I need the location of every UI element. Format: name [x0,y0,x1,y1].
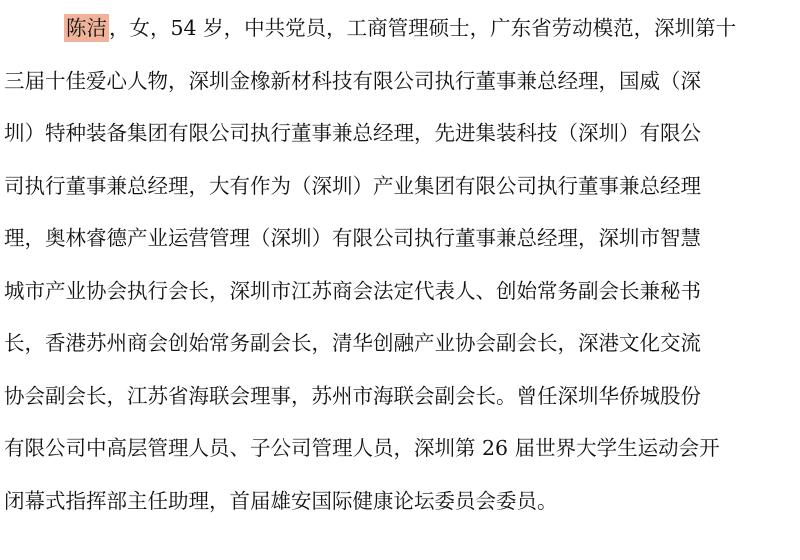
text-line-8: 协会副会长，江苏省海联会理事，苏州市海联会副会长。曾任深圳华侨城股份 [4,383,701,408]
text-line-10: 闭幕式指挥部主任助理，首届雄安国际健康论坛委员会委员。 [4,488,558,513]
text-line-6: 城市产业协会执行会长，深圳市江苏商会法定代表人、创始常务副会长兼秘书 [4,278,701,303]
text-line-1-rest: ，女，54 岁，中共党员，工商管理硕士，广东省劳动模范，深圳第十 [109,16,737,40]
text-line-9: 有限公司中高层管理人员、子公司管理人员，深圳第 26 届世界大学生运动会开 [4,436,720,460]
text-line-3: 圳）特种装备集团有限公司执行董事兼总经理，先进集装科技（深圳）有限公 [4,121,701,145]
highlighted-name: 陈洁 [66,16,107,40]
text-line-1 [64,6,782,59]
text-line-5: 理，奥林睿德产业运营管理（深圳）有限公司执行董事兼总经理，深圳市智慧 [4,226,701,250]
text-line-2: 三届十佳爱心人物，深圳金橡新材科技有限公司执行董事兼总经理，国威（深 [4,68,701,93]
text-line-4: 司执行董事兼总经理，大有作为（深圳）产业集团有限公司执行董事兼总经理 [4,173,701,198]
text-line-7: 长，香港苏州商会创始常务副会长，清华创融产业协会副会长，深港文化交流 [4,331,701,355]
biography-paragraph [4,6,782,531]
